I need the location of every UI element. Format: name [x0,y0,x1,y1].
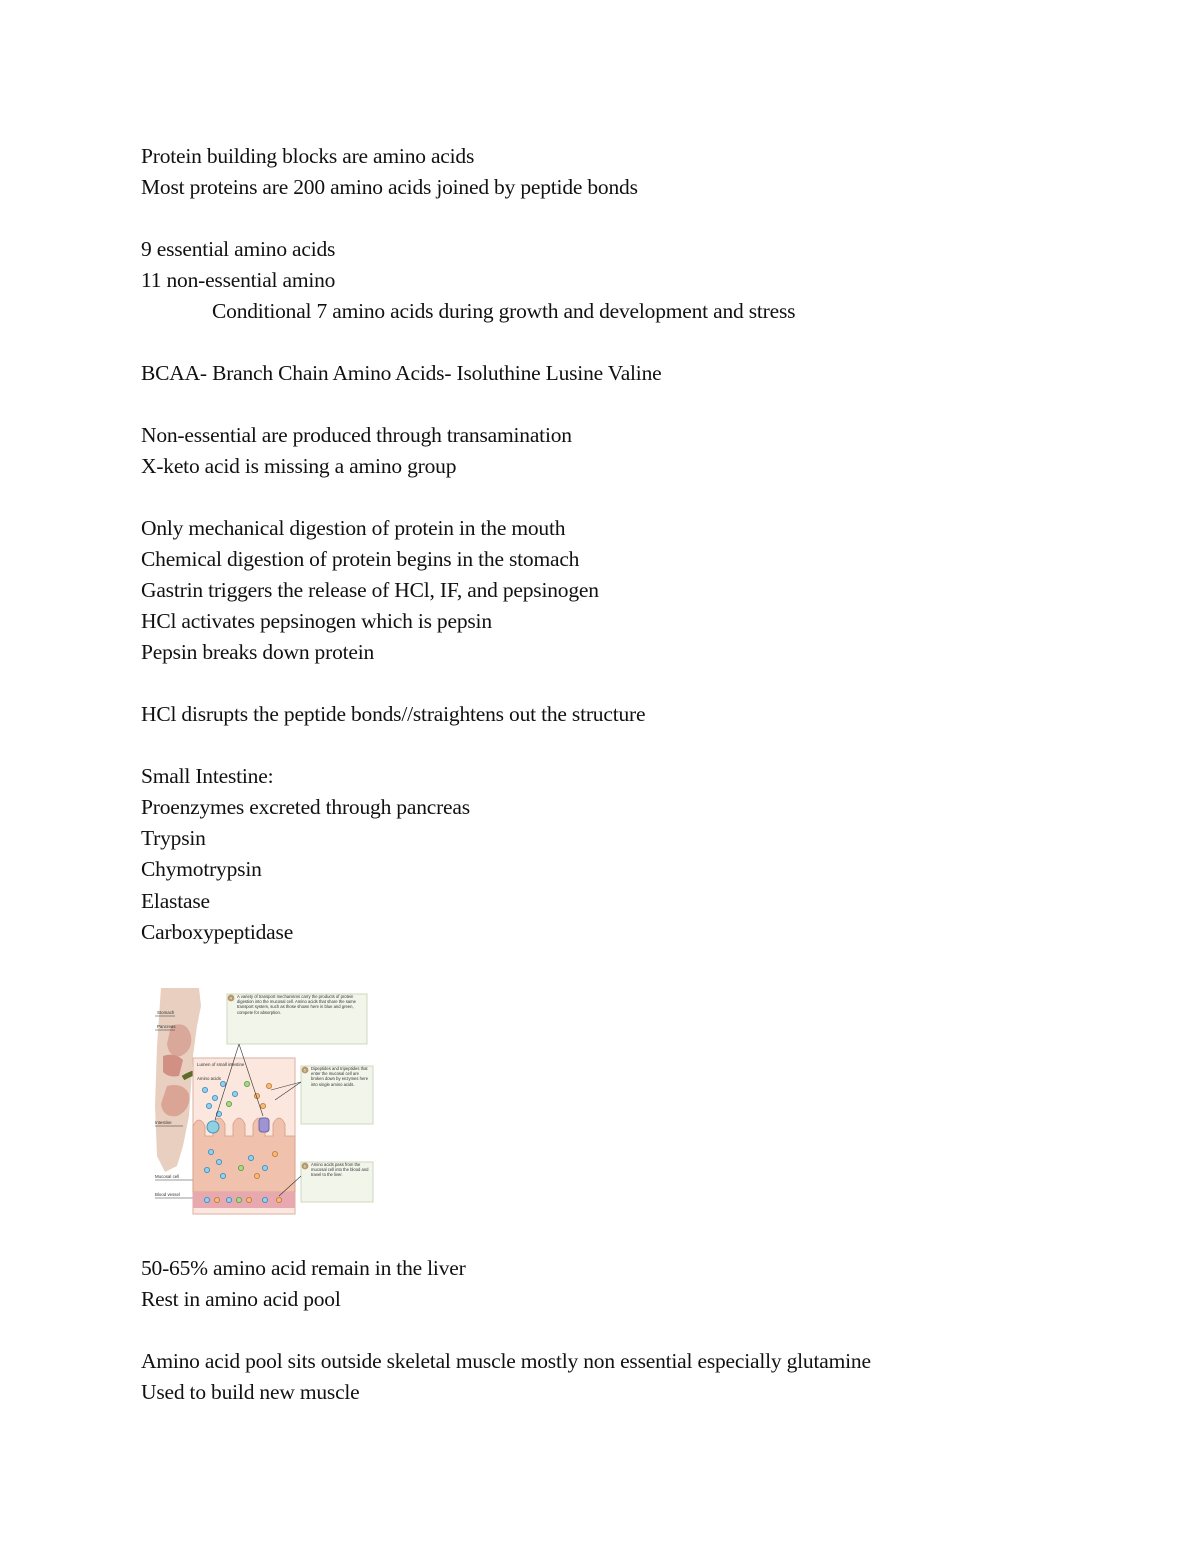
text-line: BCAA- Branch Chain Amino Acids- Isoluthine Lusine Valine [141,361,662,385]
label-intestine: Intestine [155,1120,172,1125]
callout-number: 5 [303,1067,306,1073]
text-line: Small Intestine: [141,764,274,788]
label-blood-vessel: Blood vessel [155,1192,180,1197]
label-lumen: Lumen of small intestine [197,1062,245,1067]
text-line: Protein building blocks are amino acids [141,144,475,168]
callout-number: 6 [303,1163,306,1169]
text-line: 50-65% amino acid remain in the liver [141,1256,466,1280]
text-line: Rest in amino acid pool [141,1287,341,1311]
text-line: Chemical digestion of protein begins in the stomach [141,547,580,571]
text-line: Only mechanical digestion of protein in the mouth [141,516,566,540]
text-line: HCl activates pepsinogen which is pepsin [141,609,492,633]
label-mucosal-cell: Mucosal cell [155,1174,180,1179]
text-line: Chymotrypsin [141,857,262,881]
text-line: Non-essential are produced through transamination [141,423,572,447]
text-line: Gastrin triggers the release of HCl, IF, and pepsinogen [141,578,599,602]
label-pancreas: Pancreas [157,1024,176,1029]
text-line: Proenzymes excreted through pancreas [141,795,470,819]
label-stomach: Stomach [157,1010,175,1015]
text-line: Used to build new muscle [141,1380,360,1404]
callout-text: Amino acids pass from the mucosal cell into the blood and travel to the liver. [311,1162,369,1178]
text-line: Carboxypeptidase [141,920,294,944]
text-line: X-keto acid is missing a amino group [141,454,457,478]
callout-text: Dipeptides and tripeptides that enter the mucosal cell are broken down by enzymes here into single amino acids. [311,1066,369,1087]
callout-number: 4 [229,995,232,1001]
label-amino-acids: Amino acids [197,1076,221,1081]
text-line: Elastase [141,889,210,913]
text-line: 9 essential amino acids [141,237,336,261]
text-line: Trypsin [141,826,206,850]
text-line: Pepsin breaks down protein [141,640,375,664]
text-line: HCl disrupts the peptide bonds//straightens out the structure [141,702,646,726]
callout-text: A variety of transport mechanisms carry the products of protein digestion into the mucosal cell. Amino acids that share the same transport system, such as those shown here in blue and green, compete for absorption. [237,994,356,1015]
protein-absorption-figure [153,986,377,1216]
text-line-indented: Conditional 7 amino acids during growth and development and stress [212,299,796,323]
text-line: Most proteins are 200 amino acids joined by peptide bonds [141,175,638,199]
protein-absorption-diagram [153,986,377,1216]
text-line: 11 non-essential amino [141,268,336,292]
text-line: Amino acid pool sits outside skeletal muscle mostly non essential especially glutamine [141,1349,871,1373]
